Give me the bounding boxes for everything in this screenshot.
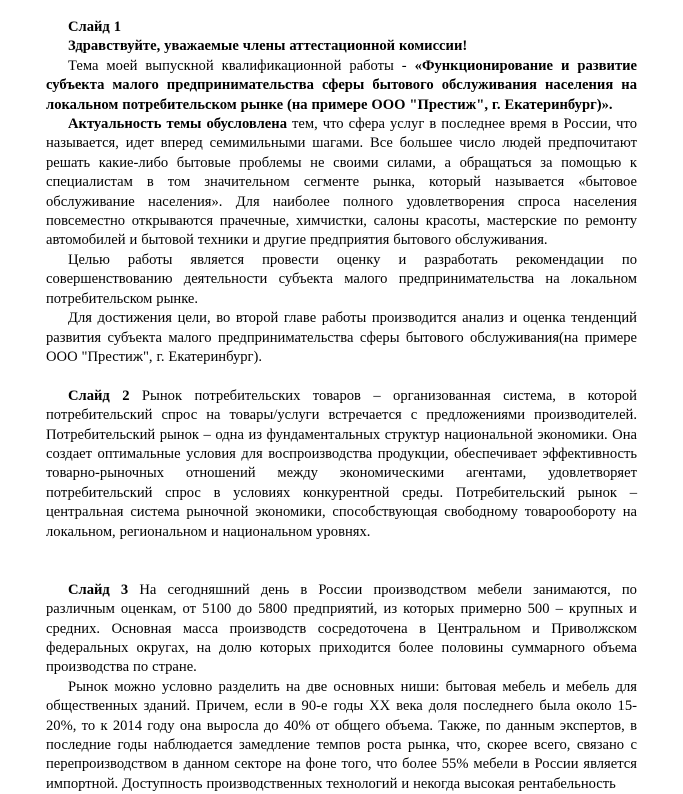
blank-line-2 bbox=[46, 542, 637, 561]
slide-2-text: Рынок потребительских товаров – организованная система, в которой потребительский спрос на товары/услуги встречается с предложениями производителей. Потребительский рынок – одна из фундаментальных структур национальной экономики. Она создает оптимальные условия для воспроизводства продукции, обеспечивает эффективность товарно-рыночных отношений между экономическими агентами, удовлетворяет потребительский спрос в условиях конкурентной среды. Потребительский рынок – центральная система рыночной экономики, способствующая свободному товарообороту на локальном, региональном и национальном уровнях. bbox=[46, 387, 637, 540]
slide-3-text-1: На сегодняшний день в России производством мебели занимаются, по различным оценкам, от 5100 до 5800 предприятий, из которых примерно 500 – крупных и средних. Основная масса производств сосредоточена в Центральном и Приволжском федеральных округах, на долю которых приходится более половины суммарного объема производства по стране. bbox=[46, 581, 637, 676]
slide-3-label: Слайд 3 bbox=[68, 581, 129, 598]
slide-1-relevance-heading: Актуальность темы обусловлена bbox=[68, 116, 287, 133]
slide-3-paragraph-1 bbox=[46, 581, 637, 678]
blank-line-1 bbox=[46, 367, 637, 386]
blank-line-3 bbox=[46, 561, 637, 580]
slide-1-greeting: Здравствуйте, уважаемые члены аттестационной комиссии! bbox=[68, 38, 468, 55]
slide-1-paragraph-2 bbox=[46, 115, 637, 251]
slide-1-paragraph-1 bbox=[46, 57, 637, 115]
slide-2-paragraph bbox=[46, 387, 637, 542]
slide-1-relevance-text: тем, что сфера услуг в последнее время в России, что называется, идет вперед семимильными шагами. Все большее число людей предпочитают решать какие-либо бытовые проблемы не своими силами, а обращаться за помощью к специалистам в том значительном сегменте рынка, который называется «бытовое обслуживание населения». Для наиболее полного удовлетворения спроса населения повсеместно открываются прачечные, химчистки, салоны красоты, мастерские по ремонту автомобилей и бытовой техники и другие предприятия бытового обслуживания. bbox=[46, 116, 637, 249]
slide-1-label: Слайд 1 bbox=[68, 19, 122, 35]
slide-3-paragraph-2: Рынок можно условно разделить на две основных ниши: бытовая мебель и мебель для общественных зданий. Причем, если в 90-е годы XX века доля последнего была около 15-20%, то к 2014 году она выросла до 40% от общего объема. Также, по данным экспертов, в последние годы наблюдается замедление темпов роста рынка, что, скорее всего, связано с перепроизводством в данном секторе на фоне того, что более 55% мебели в России является импортной. Доступность производственных технологий и некогда высокая рентабельность bbox=[46, 678, 637, 792]
slide-1-topic-intro: Тема моей выпускной квалификационной работы - bbox=[68, 57, 415, 74]
slide-2-label: Слайд 2 bbox=[68, 387, 130, 404]
slide-1-topic-title: «Функционирование и развитие субъекта малого предпринимательства сферы бытового обслуживания населения на локальном потребительском рынке (на примере ООО "Престиж", г. Екатеринбург)». bbox=[46, 57, 638, 113]
slide-1-paragraph-3: Целью работы является провести оценку и разработать рекомендации по совершенствованию деятельности субъекта малого предпринимательства на локальном потребительском рынке. bbox=[46, 251, 637, 307]
slide-1-paragraph-4: Для достижения цели, во второй главе работы производится анализ и оценка тенденций развития субъекта малого предпринимательства сферы бытового обслуживания(на примере ООО "Престиж", г. Екатеринбург). bbox=[46, 310, 637, 365]
document-body bbox=[46, 18, 637, 794]
